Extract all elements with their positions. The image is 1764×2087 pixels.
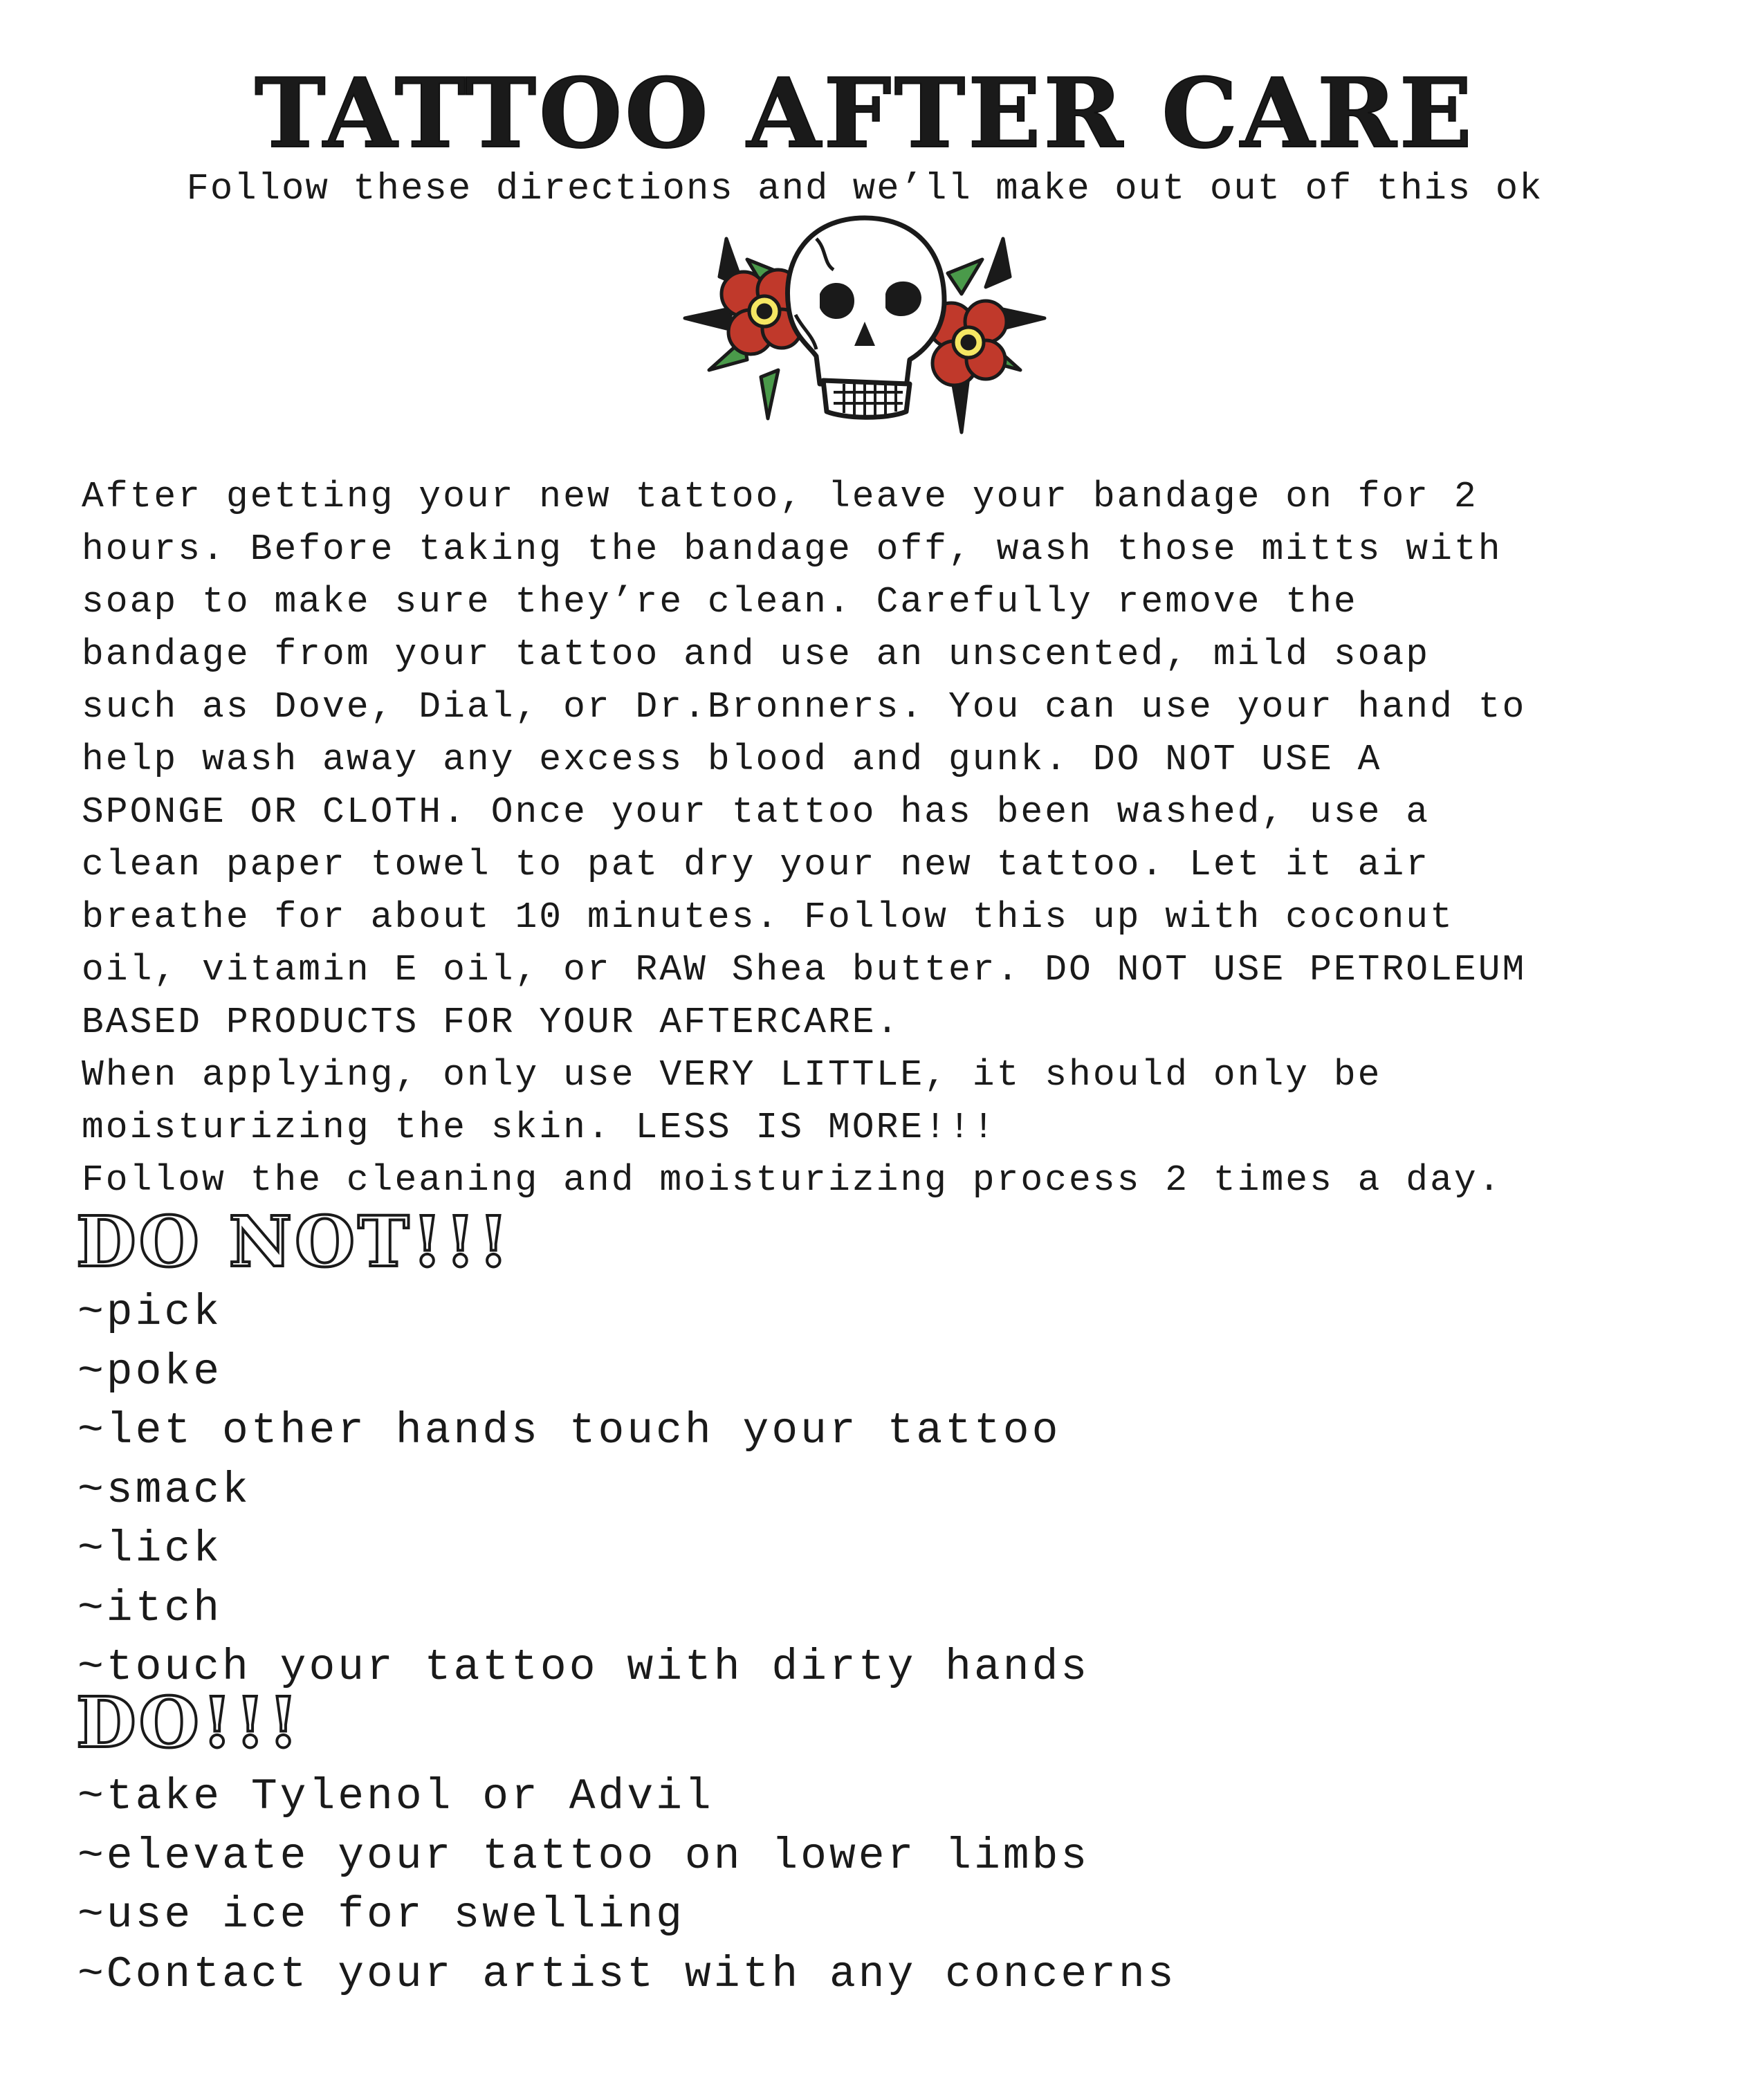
body-line: BASED PRODUCTS FOR YOUR AFTERCARE. xyxy=(82,1002,901,1043)
list-item: ~poke xyxy=(77,1347,223,1397)
do-not-list xyxy=(77,1283,1090,1698)
body-line: breathe for about 10 minutes. Follow this up with coconut xyxy=(82,897,1454,938)
body-line: oil, vitamin E oil, or RAW Shea butter. DO NOT USE PETROLEUM xyxy=(82,949,1527,991)
list-item: ~Contact your artist with any concerns xyxy=(77,1949,1177,1999)
body-line: soap to make sure they’re clean. Carefully remove the xyxy=(82,581,1358,623)
body-line: moisturizing the skin. LESS IS MORE!!! xyxy=(82,1107,997,1148)
list-item: ~elevate your tattoo on lower limbs xyxy=(77,1831,1090,1881)
body-line: SPONGE OR CLOTH. Once your tattoo has been washed, use a xyxy=(82,791,1431,833)
do-heading: DO!!! xyxy=(76,1682,302,1763)
body-line: After getting your new tattoo, leave your bandage on for 2 xyxy=(82,476,1478,517)
list-item: ~lick xyxy=(77,1525,223,1574)
list-item: ~pick xyxy=(77,1288,223,1337)
body-line: clean paper towel to pat dry your new tattoo. Let it air xyxy=(82,844,1431,885)
list-item: ~let other hands touch your tattoo xyxy=(77,1406,1061,1455)
page-subtitle: Follow these directions and we’ll make out out of this ok xyxy=(186,168,1543,210)
skull-with-roses-icon xyxy=(678,211,1051,450)
body-line: Follow the cleaning and moisturizing process 2 times a day. xyxy=(82,1159,1503,1201)
body-line: When applying, only use VERY LITTLE, it should only be xyxy=(82,1054,1382,1096)
list-item: ~touch your tattoo with dirty hands xyxy=(77,1643,1090,1692)
list-item: ~use ice for swelling xyxy=(77,1891,685,1940)
aftercare-instructions xyxy=(82,470,1700,1206)
body-line: help wash away any excess blood and gunk. DO NOT USE A xyxy=(82,739,1382,780)
list-item: ~take Tylenol or Advil xyxy=(77,1772,714,1821)
page-title: TATTOO AFTER CARE xyxy=(254,57,1476,169)
body-line: such as Dove, Dial, or Dr.Bronners. You can use your hand to xyxy=(82,686,1527,728)
do-not-heading: DO NOT!!! xyxy=(76,1201,512,1282)
do-list xyxy=(77,1767,1177,2004)
body-line: hours. Before taking the bandage off, wash those mitts with xyxy=(82,528,1503,570)
list-item: ~itch xyxy=(77,1583,223,1633)
list-item: ~smack xyxy=(77,1465,251,1515)
body-line: bandage from your tattoo and use an unscented, mild soap xyxy=(82,634,1431,675)
